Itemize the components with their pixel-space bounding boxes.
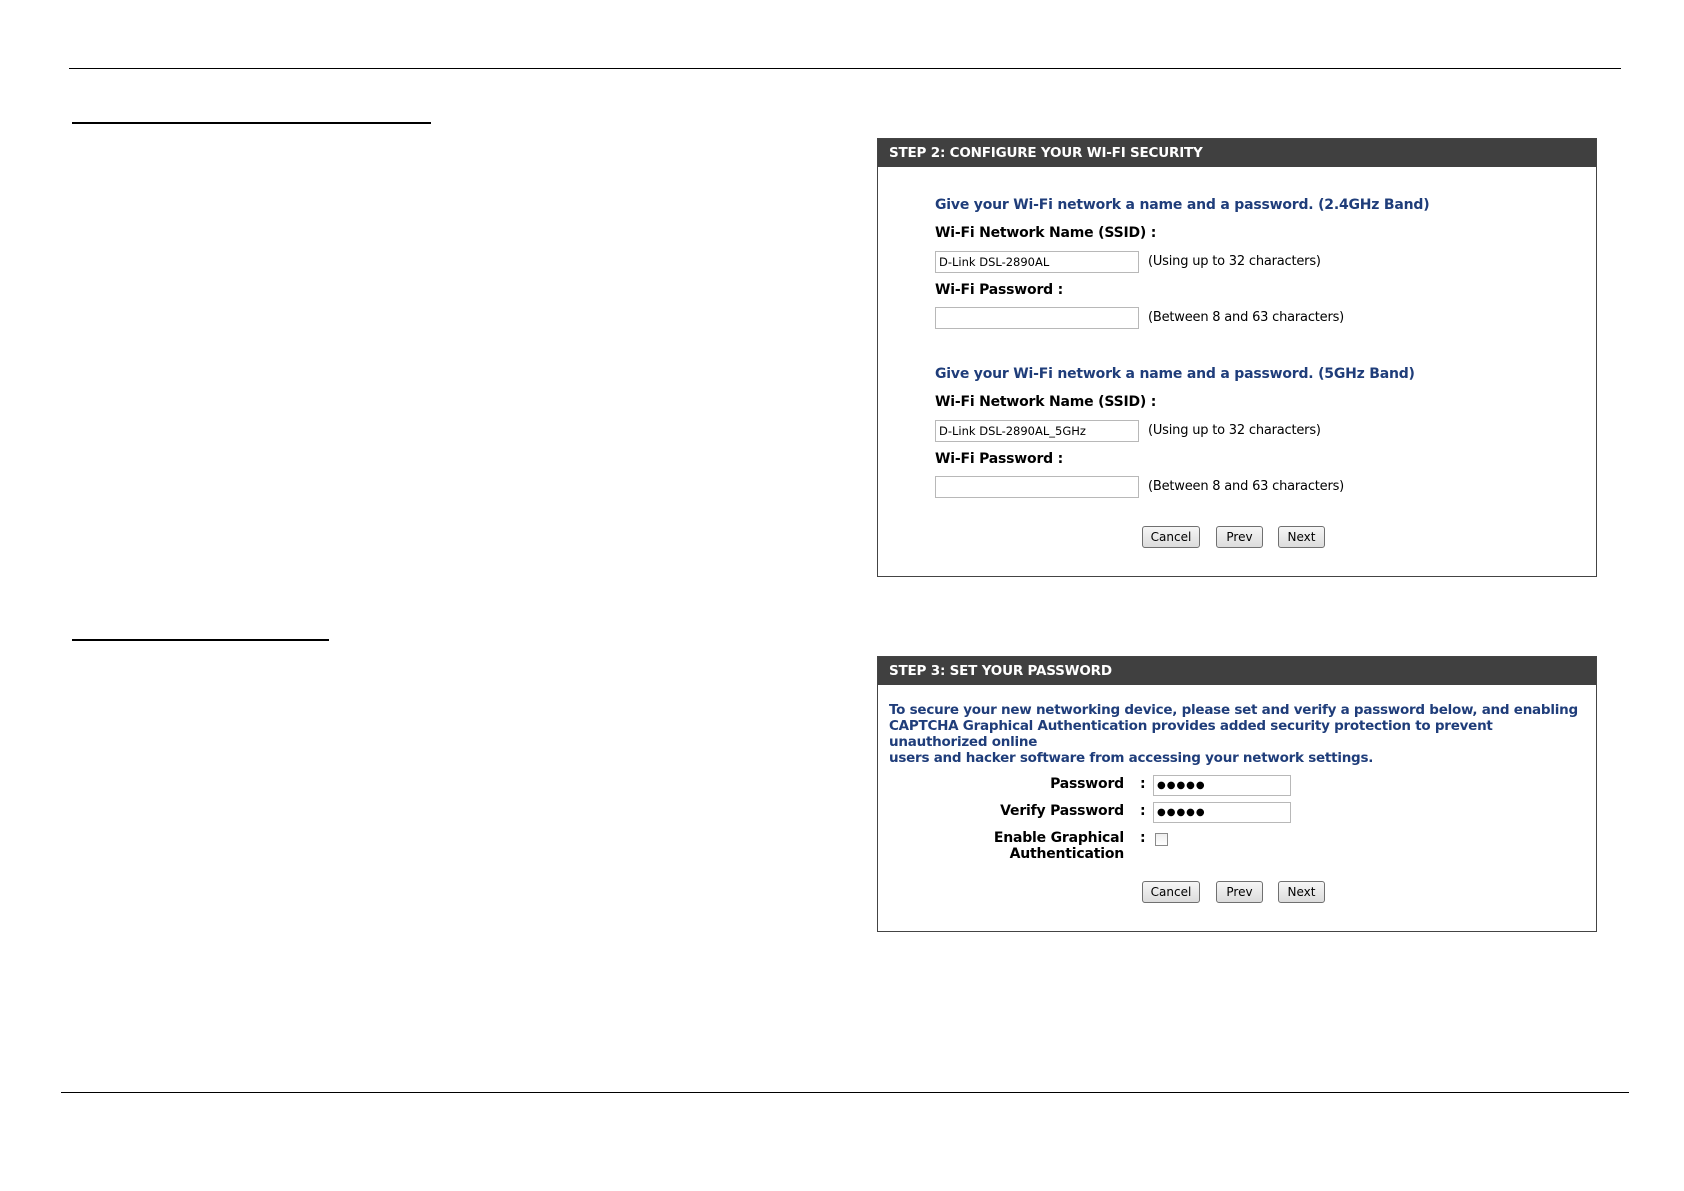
band24-password-label: Wi-Fi Password : [935, 282, 1064, 298]
band24-ssid-input[interactable] [935, 251, 1139, 273]
band5-ssid-label: Wi-Fi Network Name (SSID) : [935, 394, 1157, 410]
step3-prev-button[interactable]: Prev [1216, 881, 1263, 903]
step3-cancel-button[interactable]: Cancel [1142, 881, 1200, 903]
band5-ssid-input[interactable] [935, 420, 1139, 442]
intro-line: To secure your new networking device, please set and verify a password below, and enabling [889, 702, 1578, 718]
step2-cancel-button[interactable]: Cancel [1142, 526, 1200, 548]
graphical-auth-label: Enable Graphical Authentication [993, 830, 1124, 862]
password-colon: : [1140, 776, 1146, 792]
step3-next-button[interactable]: Next [1278, 881, 1325, 903]
intro-line: users and hacker software from accessing your network settings. [889, 750, 1374, 766]
section-heading-underline [72, 122, 431, 124]
step3-panel [877, 656, 1597, 932]
graphical-auth-checkbox[interactable] [1155, 833, 1168, 846]
step2-prev-button[interactable]: Prev [1216, 526, 1263, 548]
verify-password-label: Verify Password [1000, 803, 1124, 819]
verify-password-colon: : [1140, 803, 1146, 819]
band24-ssid-hint: (Using up to 32 characters) [1148, 254, 1321, 269]
graphical-auth-colon: : [1140, 830, 1146, 846]
band24-password-hint: (Between 8 and 63 characters) [1148, 310, 1345, 325]
step3-intro-text [889, 702, 1589, 766]
band5-password-hint: (Between 8 and 63 characters) [1148, 479, 1345, 494]
password-input[interactable]: ●●●●● [1153, 775, 1291, 796]
verify-password-input[interactable]: ●●●●● [1153, 802, 1291, 823]
section-heading-underline [72, 639, 329, 641]
step2-panel [877, 138, 1597, 577]
band5-ssid-hint: (Using up to 32 characters) [1148, 423, 1321, 438]
step2-next-button[interactable]: Next [1278, 526, 1325, 548]
bottom-rule [61, 1092, 1629, 1093]
top-rule [69, 68, 1621, 69]
password-label: Password [1050, 776, 1124, 792]
intro-line: CAPTCHA Graphical Authentication provides added security protection to prevent unauthorized online [889, 718, 1493, 750]
band24-ssid-label: Wi-Fi Network Name (SSID) : [935, 225, 1157, 241]
band24-title: Give your Wi-Fi network a name and a password. (2.4GHz Band) [935, 197, 1430, 213]
step3-header: STEP 3: SET YOUR PASSWORD [878, 657, 1596, 685]
band24-password-input[interactable] [935, 307, 1139, 329]
step2-header: STEP 2: CONFIGURE YOUR WI-FI SECURITY [878, 139, 1596, 167]
band5-title: Give your Wi-Fi network a name and a password. (5GHz Band) [935, 366, 1415, 382]
band5-password-input[interactable] [935, 476, 1139, 498]
band5-password-label: Wi-Fi Password : [935, 451, 1064, 467]
